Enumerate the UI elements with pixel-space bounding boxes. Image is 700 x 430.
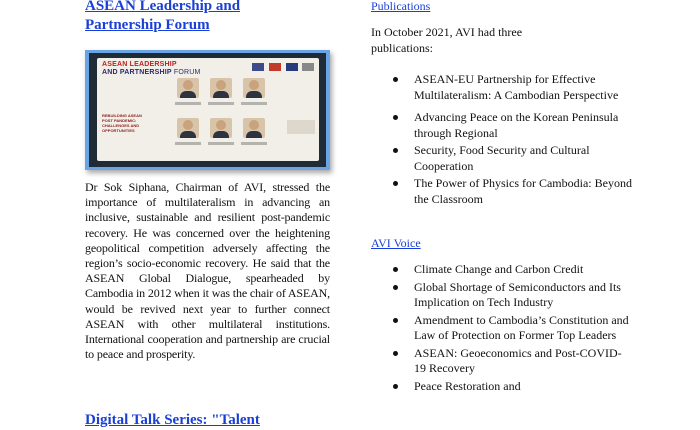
voice-title: ASEAN: Geoeconomics and Post-COVID-19 Recovery [414,345,622,375]
publication-title: ASEAN-EU Partnership for Effective Multilateralism: A Cambodian Perspective [414,72,619,102]
forum-photo [85,50,330,170]
bullet-icon [393,148,398,153]
section-heading-forum: ASEAN Leadership and Partnership Forum [85,0,241,33]
speaker-label-bar [241,102,267,105]
avi-voice-link[interactable]: AVI Voice [371,236,421,250]
publication-title: Security, Food Security and Cultural Cooperation [414,143,590,173]
bullet-icon [393,384,398,389]
logo-icon [302,63,314,71]
voice-title: Global Shortage of Semiconductors and Its Implication on Tech Industry [414,279,621,309]
slide-subtitle: REBUILDING ASEAN POST PANDEMIC: CHALLENGES AND OPPORTUNITIES [102,113,142,133]
forum-body-text: Dr Sok Siphana, Chairman of AVI, stressed the importance of multilateralism in advancing an inclusive, sustainable and resilient post-pandemic recovery. He was concerned over the heightening geopolitical competition adversely affecting the region’s socio-economic recovery. He said that the ASEAN Global Dialogue, spearheaded by Cambodia in 2012 when it was the chair of ASEAN, would be revived next year to further connect ASEAN with other multilateral institutions. International cooperation and partnership are crucial to peace and prosperity. [85,180,330,362]
slide-title-line2-dark: AND PARTNERSHIP [102,69,172,76]
avi-voice-list [393,262,633,394]
bullet-icon [393,115,398,120]
speaker-avatar-icon [210,78,232,98]
voice-title: Climate Change and Carbon Credit [414,262,584,276]
section-heading-digital-talk[interactable]: Digital Talk Series: "Talent [85,412,260,428]
slide-title-line1: ASEAN LEADERSHIP [102,61,177,68]
list-item [393,110,633,141]
speaker-label-bar [241,142,267,145]
list-item [393,262,633,278]
speaker-label-bar [175,142,201,145]
slide-side-panel [287,120,315,134]
list-item [393,72,633,103]
publications-list [393,72,633,207]
publications-link[interactable]: Publications [371,0,431,13]
speaker-label-bar [175,102,201,105]
list-item [393,346,633,377]
publication-title: Advancing Peace on the Korean Peninsula through Regional [414,110,619,140]
photo-screen [89,53,326,167]
bullet-icon [393,351,398,356]
logo-icon [269,63,281,71]
bullet-icon [393,77,398,82]
publication-title: The Power of Physics for Cambodia: Beyond the Classroom [414,176,632,206]
speaker-avatar-icon [243,78,265,98]
slide-title-line2-suffix: FORUM [171,69,201,76]
list-item [393,379,633,395]
publications-intro: In October 2021, AVI had three publications: [371,25,523,55]
logo-icon [286,63,298,71]
speaker-avatar-icon [243,118,265,138]
forum-slide [97,58,319,161]
speaker-avatar-icon [177,78,199,98]
list-item [393,280,633,311]
speaker-label-bar [208,142,234,145]
slide-title [102,61,212,77]
voice-title: Peace Restoration and [414,378,521,393]
bullet-icon [393,318,398,323]
voice-title: Amendment to Cambodia’s Constitution and Law of Protection on Former Top Leaders [414,312,629,342]
list-item [393,313,633,344]
speaker-avatar-icon [177,118,199,138]
bullet-icon [393,181,398,186]
list-item [393,176,633,207]
speaker-avatar-icon [210,118,232,138]
bullet-icon [393,267,398,272]
speaker-label-bar [208,102,234,105]
slide-title-line2 [102,69,212,77]
bullet-icon [393,285,398,290]
list-item [393,143,633,174]
logo-icon [252,63,264,71]
